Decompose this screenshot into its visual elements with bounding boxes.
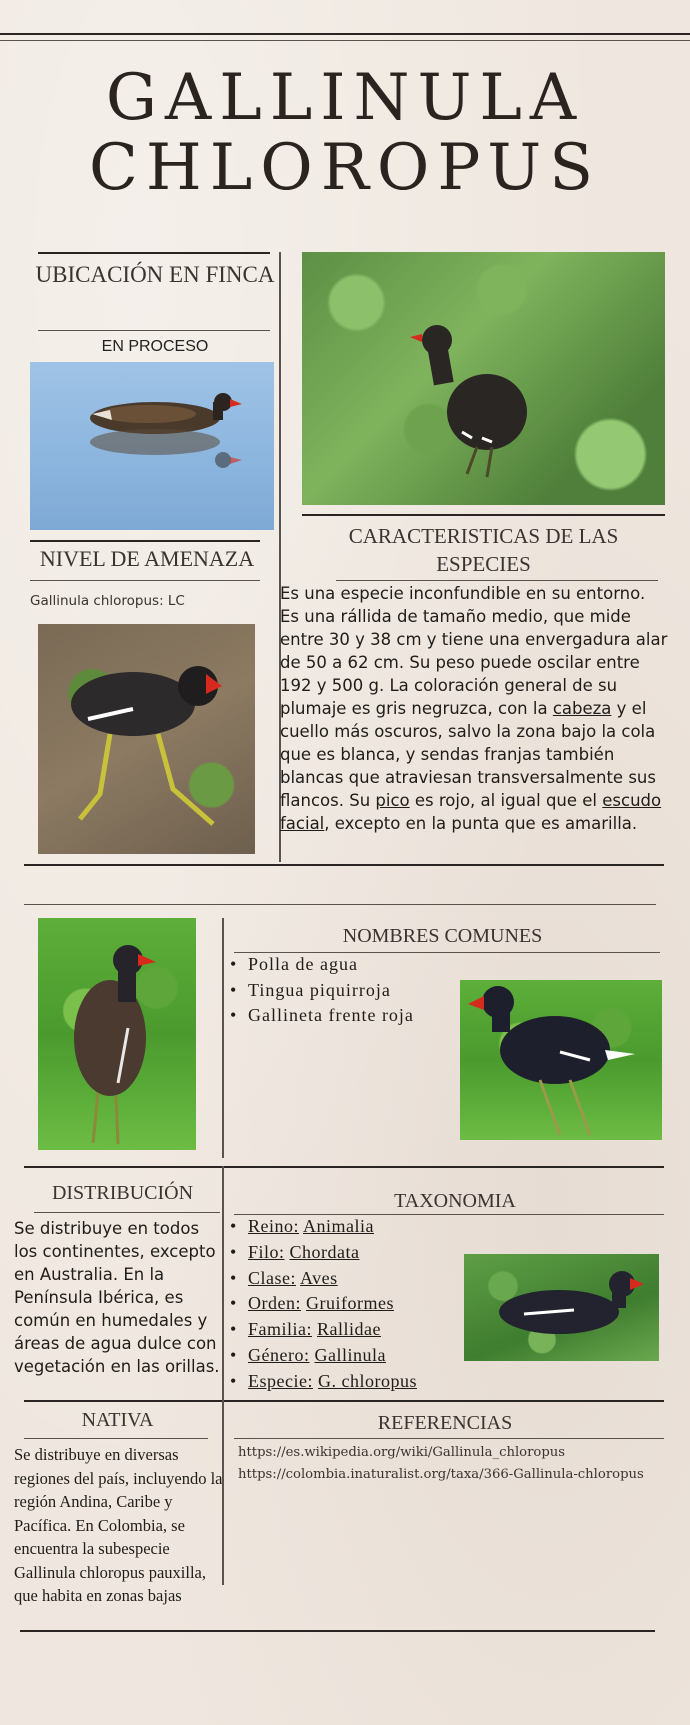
moorhen-adult-illustration [460, 980, 662, 1140]
taxonomia-item: • Género: Gallinula [228, 1343, 458, 1369]
moorhen-ivy-photo [302, 252, 665, 505]
taxonomia-list [228, 1214, 458, 1395]
title-line-2: CHLOROPUS [88, 131, 602, 205]
moorhen-ground-photo [38, 624, 255, 854]
amenaza-rule-top [30, 540, 260, 542]
amenaza-heading: NIVEL DE AMENAZA [39, 546, 255, 571]
top-rule-thin [0, 40, 690, 41]
moorhen-grass-photo-2 [460, 980, 662, 1140]
section4-divider [222, 1400, 224, 1585]
caracteristicas-rule-top [302, 514, 665, 516]
moorhen-feeding-illustration [464, 1254, 659, 1361]
taxonomia-link[interactable]: Aves [300, 1267, 338, 1288]
caracteristicas-text: Es una especie inconfundible en su entorno. Es una rállida de tamaño medio, que mide entre 30 y 38 cm y tiene una envergadura alar de 50 a 62 cm. Su peso puede oscilar entre 192 y 500 g. La coloración general de su plumaje es gris negruzca, con la cabeza y el cuello más oscuros, salvo la zona bajo la cola que es blanca, y sendas franjas también blancas que atraviesan transversalmente sus flancos. Su pico es rojo, al igual que el escudo facial, excepto en la punta que es amarilla. [280, 584, 668, 833]
taxonomia-link[interactable]: Chordata [289, 1241, 360, 1262]
nombre-item: • Gallineta frente roja [228, 1003, 448, 1029]
ubicacion-rule-top [38, 252, 270, 254]
ubicacion-rule-bottom [38, 330, 270, 331]
top-rule [0, 33, 690, 35]
nombre-item: • Tingua piquirroja [228, 978, 448, 1004]
distribucion-text: Se distribuye en todos los continentes, excepto en Australia. En la Península Ibérica, es común en humedales y áreas de agua dulce con vegetación en las orillas. [14, 1219, 220, 1376]
moorhen-standing-illustration [38, 624, 255, 854]
title-line-1: GALLINULA [105, 61, 585, 135]
referencias-links [238, 1442, 658, 1486]
taxonomia-link[interactable]: Gruiformes [305, 1293, 394, 1314]
ubicacion-heading: UBICACIÓN EN FINCA [35, 262, 275, 287]
referencias-rule [234, 1438, 664, 1439]
moorhen-walking-illustration [302, 252, 665, 505]
nombres-heading: NOMBRES COMUNES [342, 925, 543, 947]
section2-bottom-rule [24, 1166, 664, 1168]
caracteristicas-rule-bottom [336, 580, 658, 581]
nativa-text: Se distribuye en diversas regiones del país, incluyendo la región Andina, Caribe y Pacífica. En Colombia, se encuentra la subespecie Gallinula chloropus pauxilla, que habita en zonas bajas [14, 1445, 223, 1605]
distribucion-heading: DISTRIBUCIÓN [51, 1182, 194, 1204]
taxonomia-item: • Especie: G. chloropus [228, 1369, 458, 1395]
taxonomia-link[interactable]: Animalia [303, 1216, 374, 1236]
link-cabeza[interactable]: cabeza [552, 699, 612, 718]
referencia-link[interactable]: https://es.wikipedia.org/wiki/Gallinula_chloropus [238, 1445, 566, 1460]
referencias-heading: REFERENCIAS [377, 1412, 513, 1434]
nombres-list [228, 952, 448, 1029]
section2-divider [222, 918, 224, 1158]
moorhen-juvenile-illustration [38, 918, 196, 1150]
moorhen-grass-photo-1 [38, 918, 196, 1150]
moorhen-swimming-illustration [30, 362, 274, 530]
distribucion-rule [34, 1212, 220, 1213]
link-pico[interactable]: pico [375, 791, 410, 810]
caracteristicas-heading: CARACTERISTICAS DE LAS ESPECIES [348, 524, 619, 576]
amenaza-rule-bottom [30, 580, 260, 581]
taxonomia-item: • Reino: Animalia [228, 1214, 458, 1240]
nativa-heading: NATIVA [81, 1409, 154, 1431]
taxonomia-item: • Clase: Aves [228, 1266, 458, 1292]
nombre-item: • Polla de agua [228, 952, 448, 978]
taxonomia-item: • Orden: Gruiformes [228, 1291, 458, 1317]
referencia-link[interactable]: https://colombia.inaturalist.org/taxa/366-Gallinula-chloropus [238, 1467, 644, 1482]
moorhen-lawn-photo [464, 1254, 659, 1361]
nativa-rule [24, 1438, 208, 1439]
taxonomia-heading: TAXONOMIA [394, 1190, 516, 1212]
taxonomia-link[interactable]: G. chloropus [317, 1370, 417, 1391]
section2-top-rule [24, 904, 656, 905]
ubicacion-status: EN PROCESO [101, 338, 209, 355]
taxonomia-item: • Familia: Rallidae [228, 1317, 458, 1343]
taxonomia-link[interactable]: Gallinula [314, 1344, 386, 1365]
link-escudo-facial[interactable]: escudo facial [280, 791, 662, 833]
amenaza-value: Gallinula chloropus: LC [30, 593, 185, 609]
section1-bottom-rule [24, 864, 664, 866]
moorhen-water-photo [30, 362, 274, 530]
bottom-rule [20, 1630, 655, 1632]
taxonomia-item: • Filo: Chordata [228, 1240, 458, 1266]
taxonomia-link[interactable]: Rallidae [317, 1319, 381, 1340]
section3-bottom-rule [24, 1400, 664, 1402]
